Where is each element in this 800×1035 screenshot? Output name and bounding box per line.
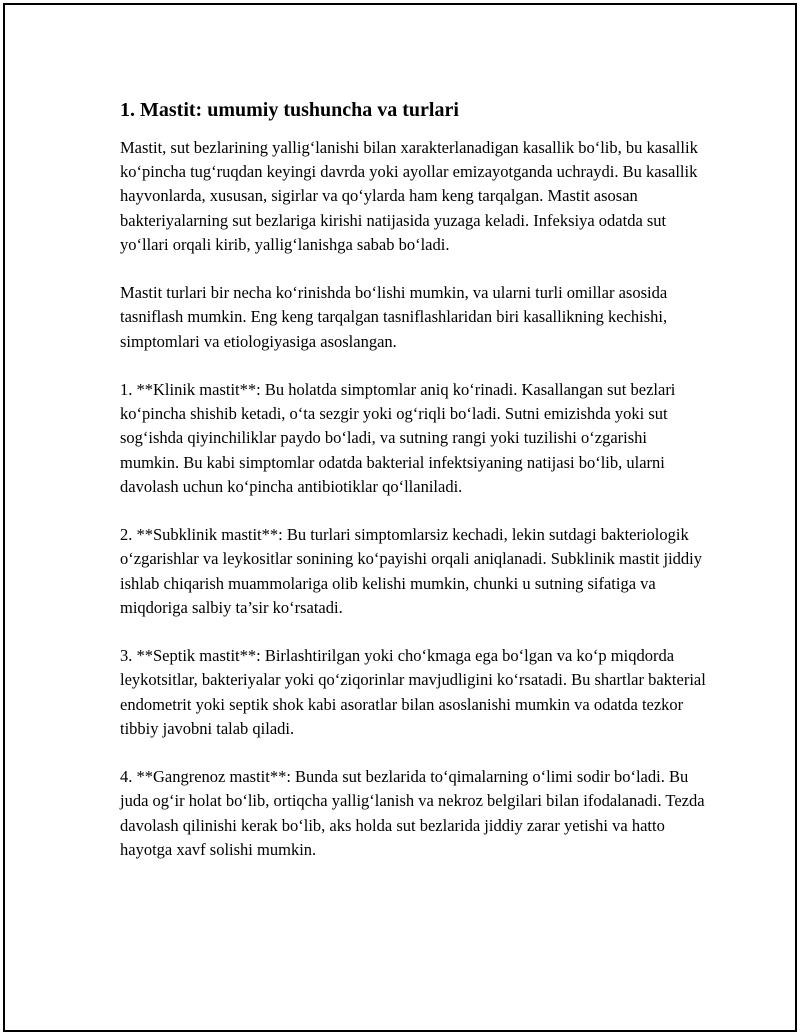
paragraph-clinical-mastitis: 1. **Klinik mastit**: Bu holatda simptomlar aniq ko‘rinadi. Kasallangan sut bezlari ko‘pincha shishib ketadi, o‘ta sezgir yoki og‘riqli bo‘ladi. Sutni emizishda yoki sut sog‘ishda qiyinchiliklar paydo bo‘ladi, va sutning rangi yoki tuzilishi o‘zgarishi mumkin. Bu kabi simptomlar odatda bakterial infektsiyaning natijasi bo‘lib, ularni davolash uchun ko‘pincha antibiotiklar qo‘llaniladi. — [120, 380, 676, 496]
paragraph-subclinical-mastitis: 2. **Subklinik mastit**: Bu turlari simptomlarsiz kechadi, lekin sutdagi bakteriologik o‘zgarishlar va leykositlar sonining ko‘payishi orqali aniqlanadi. Subklinik mastit jiddiy ishlab chiqarish muammolariga olib kelishi mumkin, chunki u sutning sifatiga va miqdoriga salbiy ta’sir ko‘rsatadi. — [120, 525, 702, 617]
document-page — [3, 3, 797, 1032]
paragraph-gangrenous-mastitis: 4. **Gangrenoz mastit**: Bunda sut bezlarida to‘qimalarning o‘limi sodir bo‘ladi. Bu juda og‘ir holat bo‘lib, ortiqcha yallig‘lanish va nekroz belgilari bilan ifodalanadi. Tezda davolash qilinishi kerak bo‘lib, aks holda sut bezlarida jiddiy zarar yetishi va hatto hayotga xavf solishi mumkin. — [120, 767, 705, 859]
paragraph-types-overview: Mastit turlari bir necha ko‘rinishda bo‘lishi mumkin, va ularni turli omillar asosida tasniflash mumkin. Eng keng tarqalgan tasniflashlaridan biri kasallikning kechishi, simptomlari va etiologiyasiga asoslangan. — [120, 283, 668, 351]
paragraph-intro: Mastit, sut bezlarining yallig‘lanishi bilan xarakterlanadigan kasallik bo‘lib, bu kasallik ko‘pincha tug‘ruqdan keyingi davrda yoki ayollar emizayotganda uchraydi. Bu kasallik hayvonlarda, xususan, sigirlar va qo‘ylarda ham keng tarqalgan. Mastit asosan bakteriyalarning sut bezlariga kirishi natijasida yuzaga keladi. Infeksiya odatda sut yo‘llari orqali kirib, yallig‘lanishga sabab bo‘ladi. — [120, 138, 698, 254]
document-body — [120, 97, 710, 886]
page-title: 1. Mastit: umumiy tushuncha va turlari — [120, 99, 459, 121]
paragraph-septic-mastitis: 3. **Septik mastit**: Birlashtirilgan yoki cho‘kmaga ega bo‘lgan va ko‘p miqdorda leykotsitlar, bakteriyalar yoki qo‘ziqorinlar mavjudligini ko‘rsatadi. Bu shartlar bakterial endometrit yoki septik shok kabi asoratlar bilan asoslanishi mumkin va odatda tezkor tibbiy javobni talab qiladi. — [120, 646, 706, 738]
